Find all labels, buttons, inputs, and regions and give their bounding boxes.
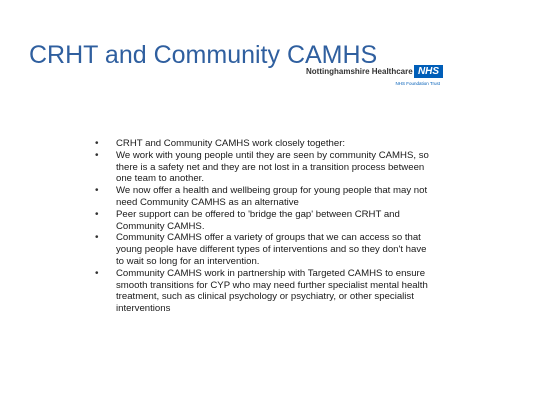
bullet-item (95, 208, 433, 233)
bullet-text: Peer support can be offered to 'bridge the gap' between CRHT and Community CAMHS. (116, 208, 400, 232)
bullet-text: Community CAMHS work in partnership with Targeted CAMHS to ensure smooth transitions for CYP who may need further specialist mental health treatment, such as clinical psychology or psychiatry, or other specialist interventions (116, 267, 428, 315)
bullet-text: We now offer a health and wellbeing group for young people that may not need Community CAMHS as an alternative (116, 185, 428, 208)
bullet-text: Community CAMHS offer a variety of groups that we can access so that young people have different types of interventions and so they don't have to wait so long for an intervention. (116, 232, 427, 267)
nhs-trust-logo (306, 65, 440, 91)
bullet-list (95, 138, 433, 315)
bullet-dot-icon: • (95, 208, 99, 220)
bullet-dot-icon: • (95, 232, 99, 244)
slide-title: CRHT and Community CAMHS (29, 41, 378, 69)
bullet-item (95, 149, 433, 185)
bullet-item (95, 138, 433, 150)
bullet-dot-icon: • (95, 267, 99, 279)
logo-trust-line: NHS Foundation Trust (395, 81, 440, 86)
bullet-item (95, 232, 433, 267)
logo-org-name: Nottinghamshire Healthcare (306, 67, 413, 76)
bullet-text: We work with young people until they are seen by community CAMHS, so there is a safety net and they are not lost in a transition process between one team to another. (116, 149, 429, 185)
bullet-dot-icon: • (95, 185, 99, 197)
nhs-badge: NHS (414, 65, 443, 78)
bullet-item (95, 267, 433, 315)
bullet-dot-icon: • (95, 149, 99, 161)
bullet-dot-icon: • (95, 138, 99, 149)
bullet-text: CRHT and Community CAMHS work closely together: (116, 138, 346, 149)
bullet-item (95, 185, 433, 209)
